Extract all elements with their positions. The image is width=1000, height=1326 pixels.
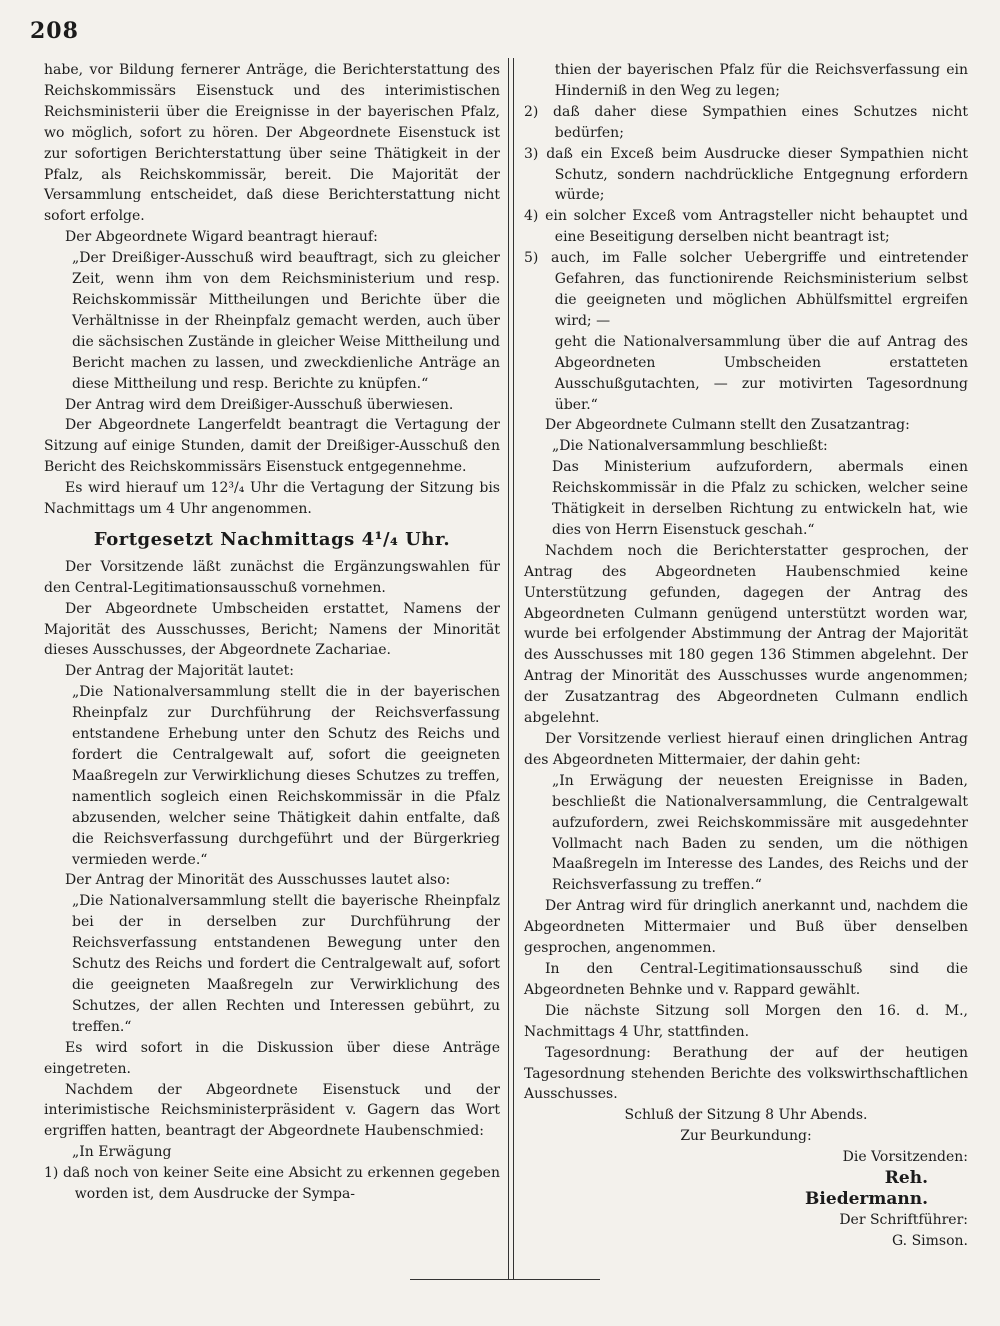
right-column <box>524 60 968 1252</box>
paragraph: Tagesordnung: Berathung der auf der heutigen Tagesordnung stehenden Berichte des volkswirthschaftlichen Ausschusses. <box>524 1044 968 1103</box>
paragraph: In den Central-Legitimationsausschuß sind die Abgeordneten Behnke und v. Rappard gewählt. <box>524 960 968 998</box>
paragraph: Der Abgeordnete Culmann stellt den Zusatzantrag: <box>545 417 910 434</box>
paragraph: „Die Nationalversammlung stellt die in der bayerischen Rheinpfalz zur Durchführung der Reichsverfassung entstandene Erhebung unter den Schutz des Reichs und fordert die Centralgewalt auf, sofort die geeigneten Maaßregeln zur Verwirklichung dieses Schutzes zu treffen, namentlich sogleich einen Reichskommissär in die Pfalz abzusenden, welcher seine Thätigkeit dahin entfalte, daß die Reichsverfassung durchgeführt und der Bürgerkrieg vermieden werde.“ <box>72 684 500 868</box>
bottom-rule <box>410 1279 600 1280</box>
paragraph: Der Abgeordnete Umbscheiden erstattet, Namens der Majorität des Ausschusses, Bericht; Namens der Minorität dieses Ausschusses, der Abgeordnete Zachariae. <box>44 600 500 659</box>
paragraph: „In Erwägung <box>72 1144 172 1161</box>
paragraph: Der Antrag wird dem Dreißiger-Ausschuß überwiesen. <box>65 396 454 413</box>
column-divider-line <box>513 58 514 1280</box>
signature-line: Der Schriftführer: <box>839 1211 968 1228</box>
signature-line: Die Vorsitzenden: <box>842 1149 968 1166</box>
paragraph: geht die Nationalversammlung über die auf Antrag des Abgeordneten Umbscheiden erstatteten Ausschußgutachten, — zur motivirten Tagesordnung über.“ <box>554 333 968 413</box>
paragraph: Die nächste Sitzung soll Morgen den 16. d. M., Nachmittags 4 Uhr, stattfinden. <box>524 1002 968 1040</box>
signature-line: Reh. <box>884 1168 928 1189</box>
paragraph: Zur Beurkundung: <box>680 1128 812 1145</box>
paragraph: thien der bayerischen Pfalz für die Reichsverfassung ein Hinderniß in den Weg zu legen; <box>554 62 968 99</box>
paragraph: 2) daß daher diese Sympathien eines Schutzes nicht bedürfen; <box>524 103 968 141</box>
paragraph: Nachdem der Abgeordnete Eisenstuck und der interimistische Reichsministerpräsident v. Gagern das Wort ergriffen hatten, beantragt der Abgeordnete Haubenschmied: <box>44 1081 500 1140</box>
paragraph: Der Antrag wird für dringlich anerkannt und, nachdem die Abgeordneten Mittermaier und Buß über denselben gesprochen, angenommen. <box>524 898 968 957</box>
signature-line: Biedermann. <box>805 1188 928 1209</box>
page-number: 208 <box>30 18 79 44</box>
left-column <box>44 60 500 1205</box>
paragraph: 4) ein solcher Exceß vom Antragsteller nicht behauptet und eine Beseitigung derselben nicht beantragt ist; <box>524 208 968 246</box>
paragraph: „In Erwägung der neuesten Ereignisse in Baden, beschließt die Nationalversammlung, die Centralgewalt aufzufordern, zwei Reichskommissäre mit ausgedehnter Vollmacht nach Baden zu senden, um die nöthigen Maaßregeln im Interesse des Landes, des Reichs und der Reichsverfassung zu treffen.“ <box>552 772 968 894</box>
paragraph: Der Vorsitzende verliest hierauf einen dringlichen Antrag des Abgeordneten Mittermaier, der dahin geht: <box>524 731 968 768</box>
paragraph: „Der Dreißiger-Ausschuß wird beauftragt, sich zu gleicher Zeit, wenn ihm von dem Reichsministerium und resp. Reichskommissär Mittheilungen und Berichte über die Verhältnisse in der Rheinpfalz gemacht werden, auch über die sächsischen Zustände in gleicher Weise Mittheilung und Bericht machen zu lassen, und zweckdienliche Anträge an diese Mittheilung und resp. Berichte zu knüpfen.“ <box>72 250 500 392</box>
paragraph: habe, vor Bildung fernerer Anträge, die Berichterstattung des Reichskommissärs Eisenstuck und des interimistischen Reichsministerii über die Ereignisse in der bayerischen Pfalz, wo möglich, sofort zu hören. Der Abgeordnete Eisenstuck ist zur sofortigen Berichterstattung über seine Thätigkeit in der Pfalz, als Reichskommissär, bereit. Die Majorität der Versammlung entscheidet, daß diese Berichterstattung nicht sofort erfolge. <box>44 62 500 225</box>
paragraph: Der Abgeordnete Wigard beantragt hierauf: <box>65 229 378 246</box>
column-divider-line <box>508 58 509 1280</box>
paragraph: Der Vorsitzende läßt zunächst die Ergänzungswahlen für den Central-Legitimationsausschuß vornehmen. <box>44 558 500 596</box>
paragraph: Das Ministerium aufzufordern, abermals einen Reichskommissär in die Pfalz zu schicken, welcher seine Thätigkeit in derselben Richtung zu entwickeln hat, wie dies von Herrn Eisenstuck geschah.“ <box>552 459 968 538</box>
paragraph: Nachdem noch die Berichterstatter gesprochen, der Antrag des Abgeordneten Haubenschmied keine Unterstützung gefunden, dagegen der Antrag des Abgeordneten Culmann genügend unterstützt worden war, wurde bei erfolgender Abstimmung der Antrag der Majorität des Ausschusses mit 180 gegen 136 Stimmen abgelehnt. Der Antrag der Minorität des Ausschusses wurde angenommen; der Zusatzantrag des Abgeordneten Culmann endlich abgelehnt. <box>524 542 968 727</box>
paragraph: Der Antrag der Majorität lautet: <box>65 663 295 680</box>
signature-line: G. Simson. <box>891 1232 968 1249</box>
paragraph: Es wird sofort in die Diskussion über diese Anträge eingetreten. <box>44 1039 500 1077</box>
paragraph: 5) auch, im Falle solcher Uebergriffe und eintretender Gefahren, das functionirende Reichsministerium selbst die geeigneten und möglichen Abhülfsmittel ergreifen wird; — <box>524 250 968 329</box>
paragraph: „Die Nationalversammlung stellt die bayerische Rheinpfalz bei der in derselben zur Durchführung der Reichsverfassung entstandenen Bewegung unter den Schutz des Reichs und fordert die Centralgewalt auf, sofort die geeigneten Maaßregeln zur Verwirklichung des Schutzes, der allen Rechten und Interessen gebührt, zu treffen.“ <box>72 893 500 1035</box>
section-heading: Fortgesetzt Nachmittags 4¹/₄ Uhr. <box>93 528 451 550</box>
paragraph: Der Abgeordnete Langerfeldt beantragt die Vertagung der Sitzung auf einige Stunden, damit der Dreißiger-Ausschuß den Bericht des Reichskommissärs Eisenstuck entgegennehme. <box>44 417 500 476</box>
paragraph: 3) daß ein Exceß beim Ausdrucke dieser Sympathien nicht Schutz, sondern nachdrückliche Entgegnung erfordern würde; <box>524 145 968 204</box>
paragraph: Es wird hierauf um 12³/₄ Uhr die Vertagung der Sitzung bis Nachmittags um 4 Uhr angenommen. <box>44 480 500 518</box>
paragraph: „Die Nationalversammlung beschließt: <box>552 438 828 455</box>
paragraph: Schluß der Sitzung 8 Uhr Abends. <box>624 1107 868 1124</box>
paragraph: Der Antrag der Minorität des Ausschusses lautet also: <box>65 872 451 889</box>
paragraph: 1) daß noch von keiner Seite eine Absicht zu erkennen gegeben worden ist, dem Ausdrucke der Sympa- <box>44 1165 500 1203</box>
